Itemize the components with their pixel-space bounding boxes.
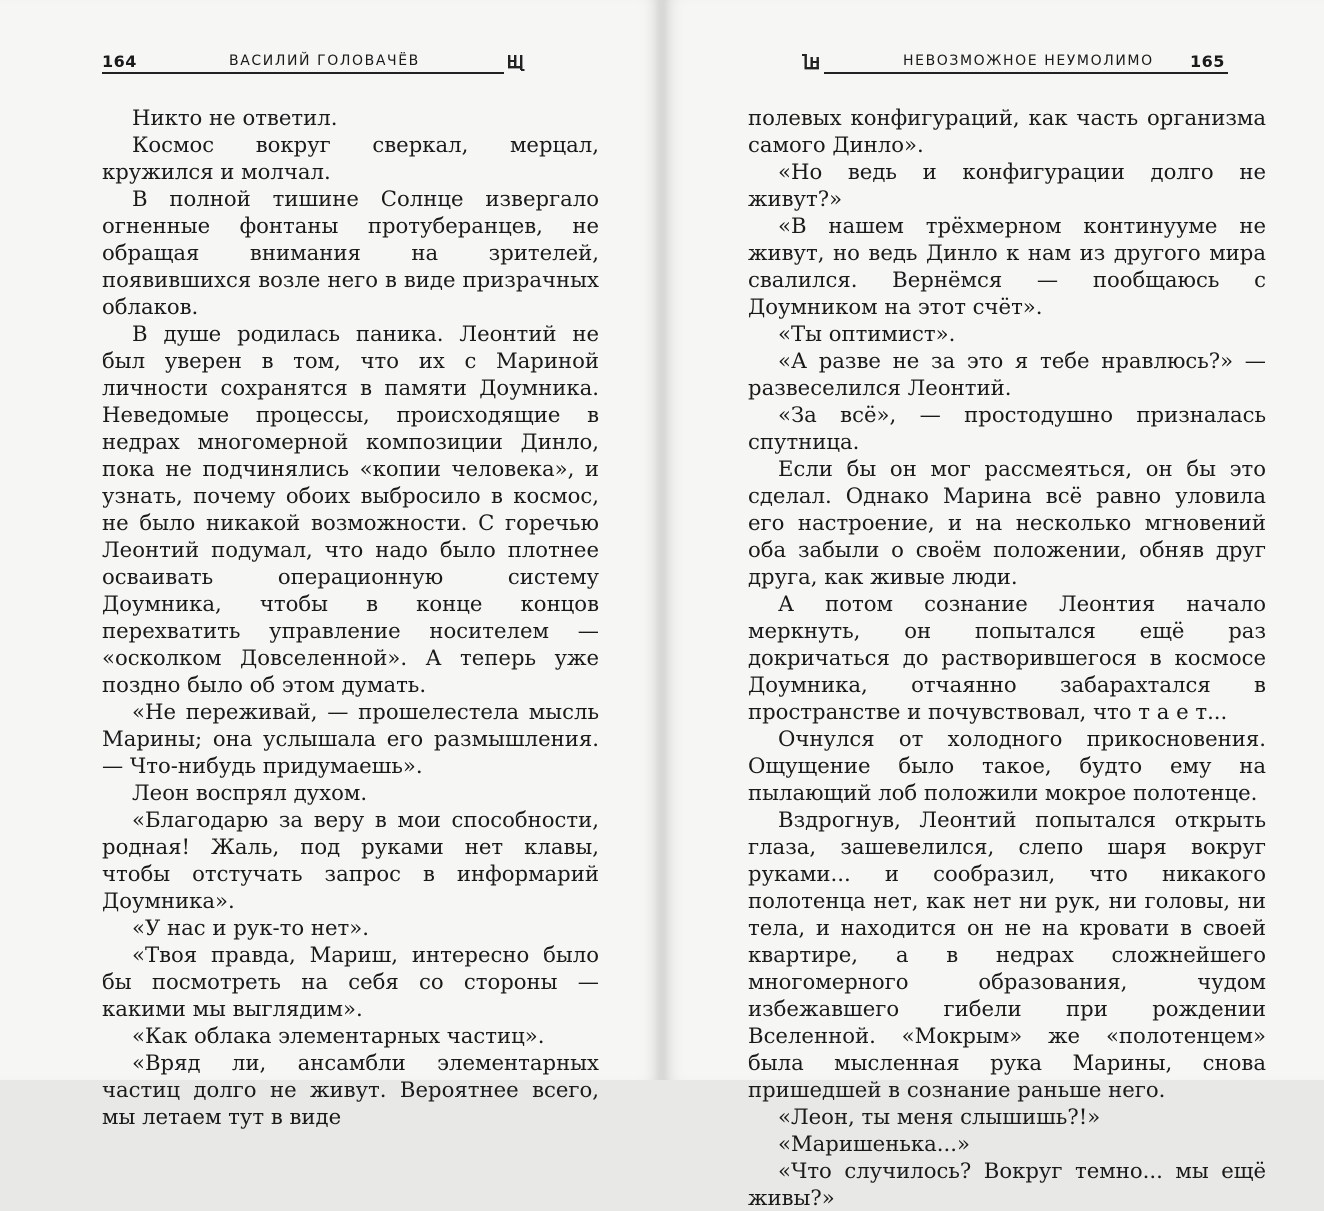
left-page-header [102,52,562,74]
right-page-number: 165 [1190,52,1225,71]
book-gutter [660,0,664,1080]
paragraph: «Не переживай, — прошелестела мысль Марины; она услышала его размышления. — Что-нибудь придумаешь». [102,699,599,778]
paragraph: «Благодарю за веру в мои способности, родная! Жаль, под руками нет клавы, чтобы отстучать запрос в информарий Доумника». [102,807,599,913]
paragraph: В душе родилась паника. Леонтий не был уверен в том, что их с Мариной личности сохранятся в памяти Доумника. Неведомые процессы, происходящие в недрах многомерной композиции Динло, пока не подчинялись «копии человека», и узнать, почему обоих выбросило в космос, не было никакой возможности. С горечью Леонтий подумал, что надо было плотнее осваивать операционную систему Доумника, чтобы в конце концов перехватить управление носителем — «осколком Довселенной». А теперь уже поздно было об этом думать. [102,321,599,697]
paragraph: Если бы он мог рассмеяться, он бы это сделал. Однако Марина всё равно уловила его настроение, и на несколько мгновений оба забыли о своём положении, обняв друг друга, как живые люди. [748,456,1266,589]
paragraph: Очнулся от холодного прикосновения. Ощущение было такое, будто ему на пылающий лоб положили мокрое полотенце. [748,726,1266,805]
paragraph: «В нашем трёхмерном континууме не живут, но ведь Динло к нам из другого мира свалился. Вернёмся — пообщаюсь с Доумником на этот счёт». [748,213,1266,319]
paragraph: «За всё», — простодушно призналась спутница. [748,402,1266,454]
paragraph: «Маришенька...» [778,1131,970,1156]
left-page-number: 164 [102,52,137,71]
paragraph: Вздрогнув, Леонтий попытался открыть глаза, зашевелился, слепо шаря вокруг руками... и сообразил, что никакого полотенца нет, как нет ни рук, ни головы, ни тела, и находится он не на кровати в своей квартире, а в недрах сложнейшего многомерного образования, чудом избежавшего гибели при рождении Вселенной. «Мокрым» же «полотенцем» была мысленная рука Марины, снова пришедшей в сознание раньше него. [748,807,1266,1102]
series-logo-icon [507,52,525,72]
paragraph: Леон воспрял духом. [132,780,368,805]
paragraph: «А разве не за это я тебе нравлюсь?» — развеселился Леонтий. [748,348,1266,400]
paragraph: «Твоя правда, Мариш, интересно было бы посмотреть на себя со стороны — какими мы выглядим». [102,942,599,1021]
paragraph: А потом сознание Леонтия начало меркнуть, он попытался ещё раз докричаться до растворившегося в космосе Доумника, отчаянно забарахтался в пространстве и почувствовал, что т а е т... [748,591,1266,724]
left-header-rule [102,72,504,74]
right-page-body [748,104,1266,1211]
right-page [662,0,1324,1210]
paragraph: Никто не ответил. [132,105,338,130]
left-page [0,0,662,1129]
paragraph: «Леон, ты меня слышишь?!» [778,1104,1101,1129]
series-logo-icon [802,52,820,72]
paragraph: «Но ведь и конфигурации долго не живут?» [748,159,1266,211]
paragraph-continuation: полевых конфигураций, как часть организма самого Динло». [748,105,1266,157]
paragraph: «Ты оптимист». [778,321,956,346]
paragraph: Космос вокруг сверкал, мерцал, кружился и молчал. [102,132,599,184]
paragraph: В полной тишине Солнце извергало огненные фонтаны протуберанцев, не обращая внимания на зрителей, появившихся возле него в виде призрачных облаков. [102,186,599,319]
right-page-header [802,52,1228,74]
right-header-rule [824,72,1228,74]
right-running-head: НЕВОЗМОЖНОЕ НЕУМОЛИМО [903,53,1154,69]
left-running-head: ВАСИЛИЙ ГОЛОВАЧЁВ [229,53,420,69]
paragraph: «Вряд ли, ансамбли элементарных частиц долго не живут. Вероятнее всего, мы летаем тут в виде [102,1050,599,1129]
paragraph: «У нас и рук-то нет». [132,915,369,940]
paragraph: «Что случилось? Вокруг темно... мы ещё живы?» [748,1158,1266,1210]
left-page-body [102,104,599,1130]
paragraph: «Как облака элементарных частиц». [132,1023,545,1048]
